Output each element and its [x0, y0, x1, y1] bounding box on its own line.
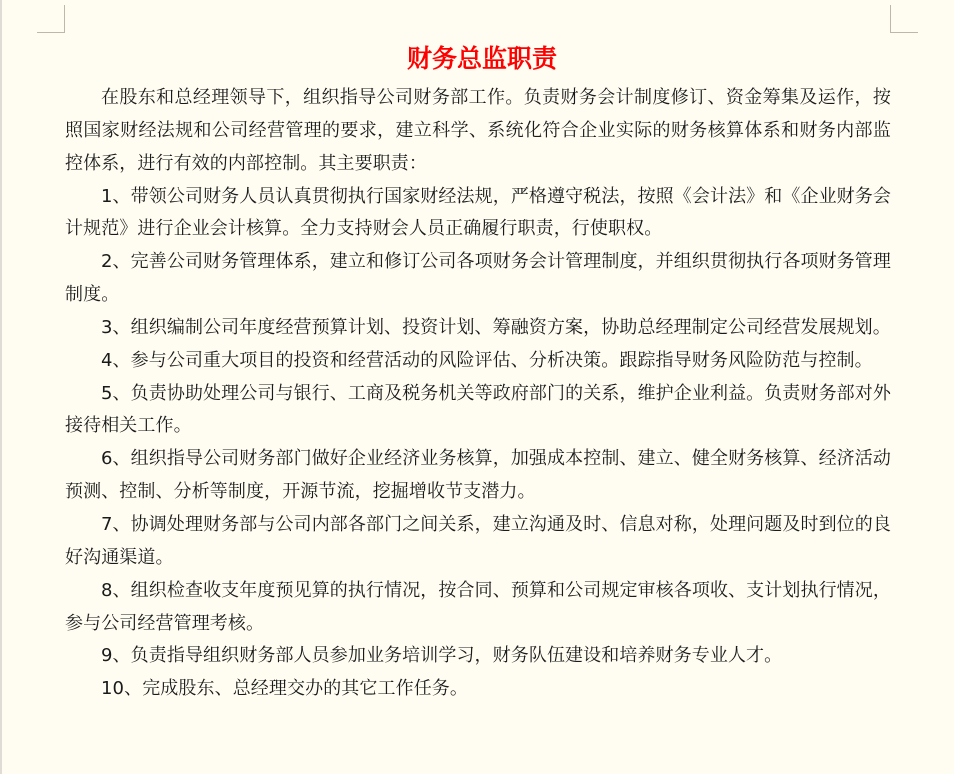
margin-corner-mark-top-left [37, 5, 65, 33]
window-left-edge [0, 0, 2, 774]
duty-item-3: 3、组织编制公司年度经营预算计划、投资计划、筹融资方案，协助总经理制定公司经营发展规划。 [101, 316, 891, 338]
document-body [65, 82, 891, 706]
duty-item-4: 4、参与公司重大项目的投资和经营活动的风险评估、分析决策。跟踪指导财务风险防范与控制。 [101, 349, 873, 371]
document-page [65, 40, 891, 706]
document-title: 财务总监职责 [406, 44, 557, 73]
duty-item-5: 5、负责协助处理公司与银行、工商及税务机关等政府部门的关系，维护企业利益。负责财务部对外接待相关工作。 [65, 382, 891, 437]
duty-item-9: 9、负责指导组织财务部人员参加业务培训学习，财务队伍建设和培养财务专业人才。 [101, 645, 783, 667]
duty-item-10: 10、完成股东、总经理交办的其它工作任务。 [101, 678, 469, 700]
duty-item-8: 8、组织检查收支年度预见算的执行情况，按合同、预算和公司规定审核各项收、支计划执行情况，参与公司经营管理考核。 [65, 579, 891, 634]
margin-corner-mark-top-right [890, 5, 918, 33]
duty-item-6: 6、组织指导公司财务部门做好企业经济业务核算，加强成本控制、建立、健全财务核算、经济活动预测、控制、分析等制度，开源节流，挖掘增收节支潜力。 [65, 448, 891, 503]
duty-item-7: 7、协调处理财务部与公司内部各部门之间关系，建立沟通及时、信息对称，处理问题及时到位的良好沟通渠道。 [65, 513, 891, 568]
duty-item-1: 1、带领公司财务人员认真贯彻执行国家财经法规，严格遵守税法，按照《会计法》和《企业财务会计规范》进行企业会计核算。全力支持财会人员正确履行职责，行使职权。 [65, 185, 891, 240]
intro-paragraph: 在股东和总经理领导下，组织指导公司财务部工作。负责财务会计制度修订、资金筹集及运作，按照国家财经法规和公司经营管理的要求，建立科学、系统化符合企业实际的财务核算体系和财务内部监控体系，进行有效的内部控制。其主要职责： [65, 87, 891, 174]
duty-item-2: 2、完善公司财务管理体系，建立和修订公司各项财务会计管理制度，并组织贯彻执行各项财务管理制度。 [65, 251, 891, 306]
